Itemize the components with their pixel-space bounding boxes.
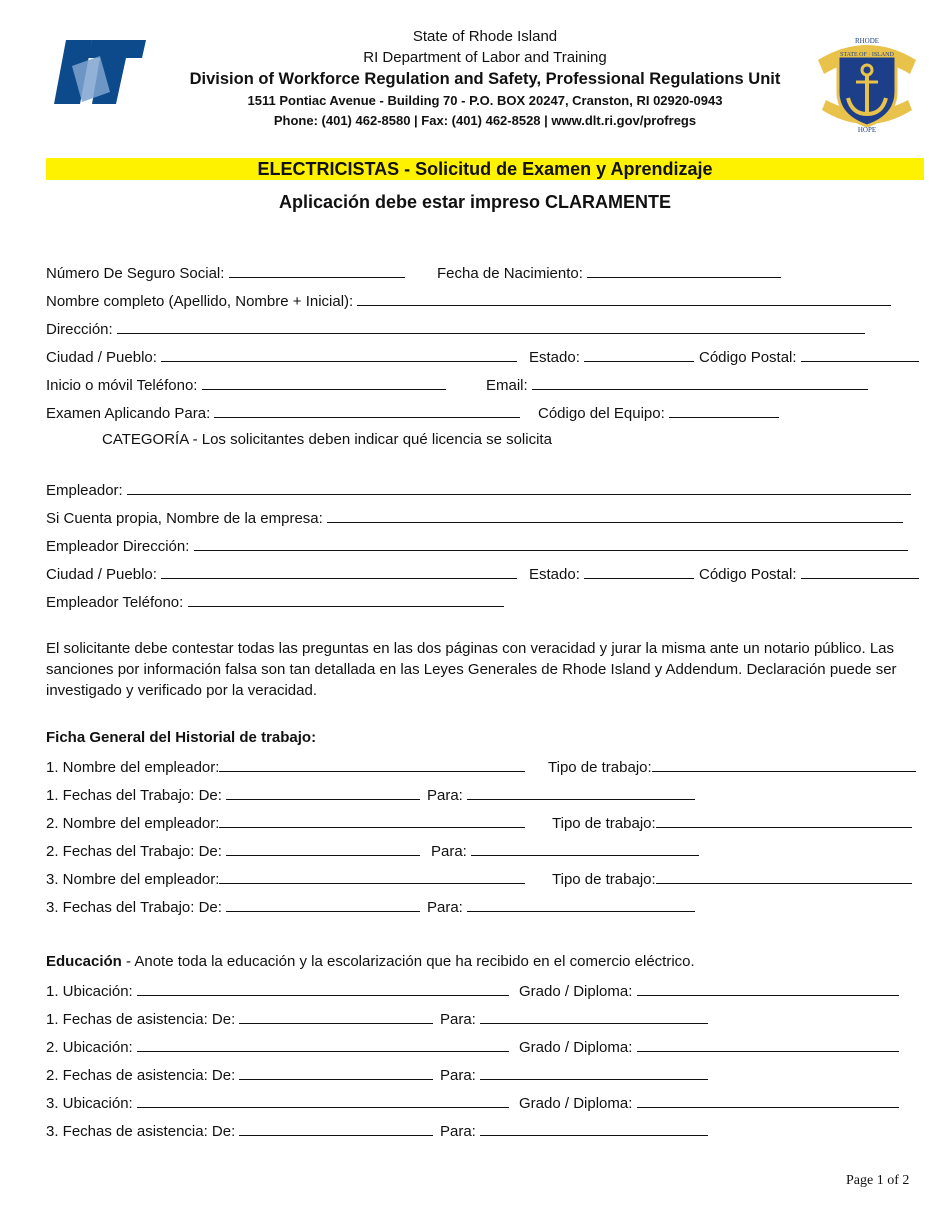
employer-address-row (46, 536, 908, 556)
edu-from-field-3[interactable] (239, 1121, 433, 1136)
work-type-field-1[interactable] (652, 757, 916, 772)
edu-to-field-3[interactable] (480, 1121, 708, 1136)
education-title: Educación (46, 953, 122, 970)
employer-city-row (46, 564, 517, 584)
edu-location-field-1[interactable] (137, 981, 509, 996)
employer-row (46, 480, 911, 500)
employer-label: Empleador: (46, 482, 123, 499)
page-number: Page 1 of 2 (846, 1173, 910, 1188)
seal-bottom-text: HOPE (857, 126, 877, 134)
header-department: RI Department of Labor and Training (363, 49, 607, 66)
work-to-field-2[interactable] (471, 841, 699, 856)
edu-from-field-1[interactable] (239, 1009, 433, 1024)
equipment-code-row (538, 403, 779, 423)
address-row (46, 319, 865, 339)
employer-zip-row (699, 564, 919, 584)
edu-degree-field-3[interactable] (637, 1093, 899, 1108)
state-row (529, 347, 694, 367)
edu-location-row-2 (46, 1037, 509, 1057)
work-type-row-1 (548, 757, 916, 777)
full-name-label: Nombre completo (Apellido, Nombre + Inicial): (46, 293, 354, 310)
work-type-label-3: Tipo de trabajo: (552, 871, 656, 888)
edu-degree-label-1: Grado / Diploma: (519, 983, 633, 1000)
phone-label: Inicio o móvil Teléfono: (46, 377, 198, 394)
phone-row (46, 375, 446, 395)
header-contact: Phone: (401) 462-8580 | Fax: (401) 462-8528 | www.dlt.ri.gov/profregs (273, 113, 697, 128)
work-dates-row-3 (46, 897, 420, 917)
ssn-field[interactable] (229, 263, 405, 278)
edu-location-row-1 (46, 981, 509, 1001)
work-dates-row-2 (46, 841, 420, 861)
full-name-row (46, 291, 891, 311)
edu-degree-row-3 (519, 1093, 899, 1113)
work-from-field-1[interactable] (226, 785, 420, 800)
edu-dates-row-2 (46, 1065, 433, 1085)
edu-to-row-3 (440, 1121, 708, 1141)
work-to-row-3 (427, 897, 695, 917)
work-employer-field-3[interactable] (219, 869, 525, 884)
edu-to-row-1 (440, 1009, 708, 1029)
edu-degree-label-2: Grado / Diploma: (519, 1039, 633, 1056)
edu-degree-row-1 (519, 981, 899, 1001)
state-field[interactable] (584, 347, 694, 362)
employer-city-field[interactable] (161, 564, 517, 579)
employer-state-row (529, 564, 694, 584)
edu-location-field-3[interactable] (137, 1093, 509, 1108)
work-employer-row-3 (46, 869, 525, 889)
work-type-row-3 (552, 869, 912, 889)
work-to-row-1 (427, 785, 695, 805)
employer-state-label: Estado: (529, 566, 580, 583)
work-employer-label-1: 1. Nombre del empleador: (46, 759, 220, 776)
dlt-logo (52, 36, 148, 108)
work-dates-label-1: 1. Fechas del Trabajo: De: (46, 787, 222, 804)
address-field[interactable] (117, 319, 865, 334)
edu-dates-row-1 (46, 1009, 433, 1029)
rhode-island-seal (812, 30, 922, 136)
edu-to-field-2[interactable] (480, 1065, 708, 1080)
zip-row (699, 347, 919, 367)
exam-row (46, 403, 520, 423)
edu-degree-field-2[interactable] (637, 1037, 899, 1052)
form-title-banner: ELECTRICISTAS - Solicitud de Examen y Aprendizaje (46, 158, 924, 180)
edu-to-label-1: Para: (440, 1011, 476, 1028)
work-to-label-2: Para: (431, 843, 467, 860)
edu-degree-label-3: Grado / Diploma: (519, 1095, 633, 1112)
self-employed-label: Si Cuenta propia, Nombre de la empresa: (46, 510, 323, 527)
header-division: Division of Workforce Regulation and Safety, Professional Regulations Unit (189, 70, 781, 88)
seal-mid-text: STATE OF · ISLAND (840, 52, 894, 58)
work-type-label-1: Tipo de trabajo: (548, 759, 652, 776)
employer-address-field[interactable] (194, 536, 908, 551)
work-dates-label-3: 3. Fechas del Trabajo: De: (46, 899, 222, 916)
work-from-field-2[interactable] (226, 841, 420, 856)
employer-state-field[interactable] (584, 564, 694, 579)
work-employer-field-1[interactable] (219, 757, 525, 772)
ssn-row (46, 263, 405, 283)
work-dates-row-1 (46, 785, 420, 805)
full-name-field[interactable] (357, 291, 891, 306)
city-label: Ciudad / Pueblo: (46, 349, 157, 366)
email-field[interactable] (532, 375, 868, 390)
state-label: Estado: (529, 349, 580, 366)
work-dates-label-2: 2. Fechas del Trabajo: De: (46, 843, 222, 860)
equipment-code-label: Código del Equipo: (538, 405, 665, 422)
edu-location-label-1: 1. Ubicación: (46, 983, 133, 1000)
seal-top-text: RHODE (854, 37, 880, 45)
employer-zip-field[interactable] (801, 564, 919, 579)
header-state: State of Rhode Island (412, 28, 558, 45)
edu-location-label-2: 2. Ubicación: (46, 1039, 133, 1056)
exam-label: Examen Aplicando Para: (46, 405, 211, 422)
email-row (486, 375, 868, 395)
employer-phone-label: Empleador Teléfono: (46, 594, 184, 611)
zip-label: Código Postal: (699, 349, 797, 366)
ssn-label: Número De Seguro Social: (46, 265, 225, 282)
dob-row (437, 263, 781, 283)
address-label: Dirección: (46, 321, 113, 338)
equipment-code-field[interactable] (669, 403, 779, 418)
work-to-field-3[interactable] (467, 897, 695, 912)
work-type-row-2 (552, 813, 912, 833)
work-employer-field-2[interactable] (219, 813, 525, 828)
edu-location-row-3 (46, 1093, 509, 1113)
edu-dates-label-3: 3. Fechas de asistencia: De: (46, 1123, 236, 1140)
education-subtitle: - Anote toda la educación y la escolarización que ha recibido en el comercio eléctrico. (121, 953, 695, 970)
work-employer-label-3: 3. Nombre del empleador: (46, 871, 220, 888)
email-label: Email: (486, 377, 528, 394)
edu-dates-row-3 (46, 1121, 433, 1141)
work-history-title: Ficha General del Historial de trabajo: (46, 729, 317, 746)
work-employer-label-2: 2. Nombre del empleador: (46, 815, 220, 832)
edu-dates-label-1: 1. Fechas de asistencia: De: (46, 1011, 236, 1028)
work-from-field-3[interactable] (226, 897, 420, 912)
header-address: 1511 Pontiac Avenue - Building 70 - P.O. BOX 20247, Cranston, RI 02920-0943 (247, 93, 723, 108)
dob-label: Fecha de Nacimiento: (437, 265, 583, 282)
work-type-label-2: Tipo de trabajo: (552, 815, 656, 832)
self-employed-row (46, 508, 903, 528)
work-employer-row-2 (46, 813, 525, 833)
edu-degree-row-2 (519, 1037, 899, 1057)
phone-field[interactable] (202, 375, 446, 390)
edu-location-field-2[interactable] (137, 1037, 509, 1052)
work-employer-row-1 (46, 757, 525, 777)
city-row (46, 347, 517, 367)
category-note: CATEGORÍA - Los solicitantes deben indicar qué licencia se solicita (102, 431, 552, 448)
edu-to-label-3: Para: (440, 1123, 476, 1140)
employer-field[interactable] (127, 480, 911, 495)
exam-field[interactable] (214, 403, 520, 418)
header (0, 0, 950, 150)
employer-city-label: Ciudad / Pueblo: (46, 566, 157, 583)
edu-from-field-2[interactable] (239, 1065, 433, 1080)
self-employed-field[interactable] (327, 508, 903, 523)
work-type-field-2[interactable] (656, 813, 912, 828)
edu-degree-field-1[interactable] (637, 981, 899, 996)
city-field[interactable] (161, 347, 517, 362)
work-to-label-1: Para: (427, 787, 463, 804)
zip-field[interactable] (801, 347, 919, 362)
education-heading (46, 953, 695, 971)
form-subtitle: Aplicación debe estar impreso CLARAMENTE (278, 192, 672, 212)
work-to-field-1[interactable] (467, 785, 695, 800)
edu-location-label-3: 3. Ubicación: (46, 1095, 133, 1112)
edu-to-field-1[interactable] (480, 1009, 708, 1024)
employer-phone-row (46, 592, 504, 612)
edu-to-label-2: Para: (440, 1067, 476, 1084)
employer-zip-label: Código Postal: (699, 566, 797, 583)
work-to-label-3: Para: (427, 899, 463, 916)
dob-field[interactable] (587, 263, 781, 278)
edu-to-row-2 (440, 1065, 708, 1085)
employer-address-label: Empleador Dirección: (46, 538, 190, 555)
truthfulness-notice: El solicitante debe contestar todas las preguntas en las dos páginas con veracidad y jurar la misma ante un notario público. Las sanciones por información falsa son tan detallada en las Leyes Generales de Rhode Island y Addendum. Declaración puede ser investigado y verificado por la veracidad. (46, 640, 897, 699)
work-to-row-2 (431, 841, 699, 861)
work-type-field-3[interactable] (656, 869, 912, 884)
employer-phone-field[interactable] (188, 592, 504, 607)
edu-dates-label-2: 2. Fechas de asistencia: De: (46, 1067, 236, 1084)
